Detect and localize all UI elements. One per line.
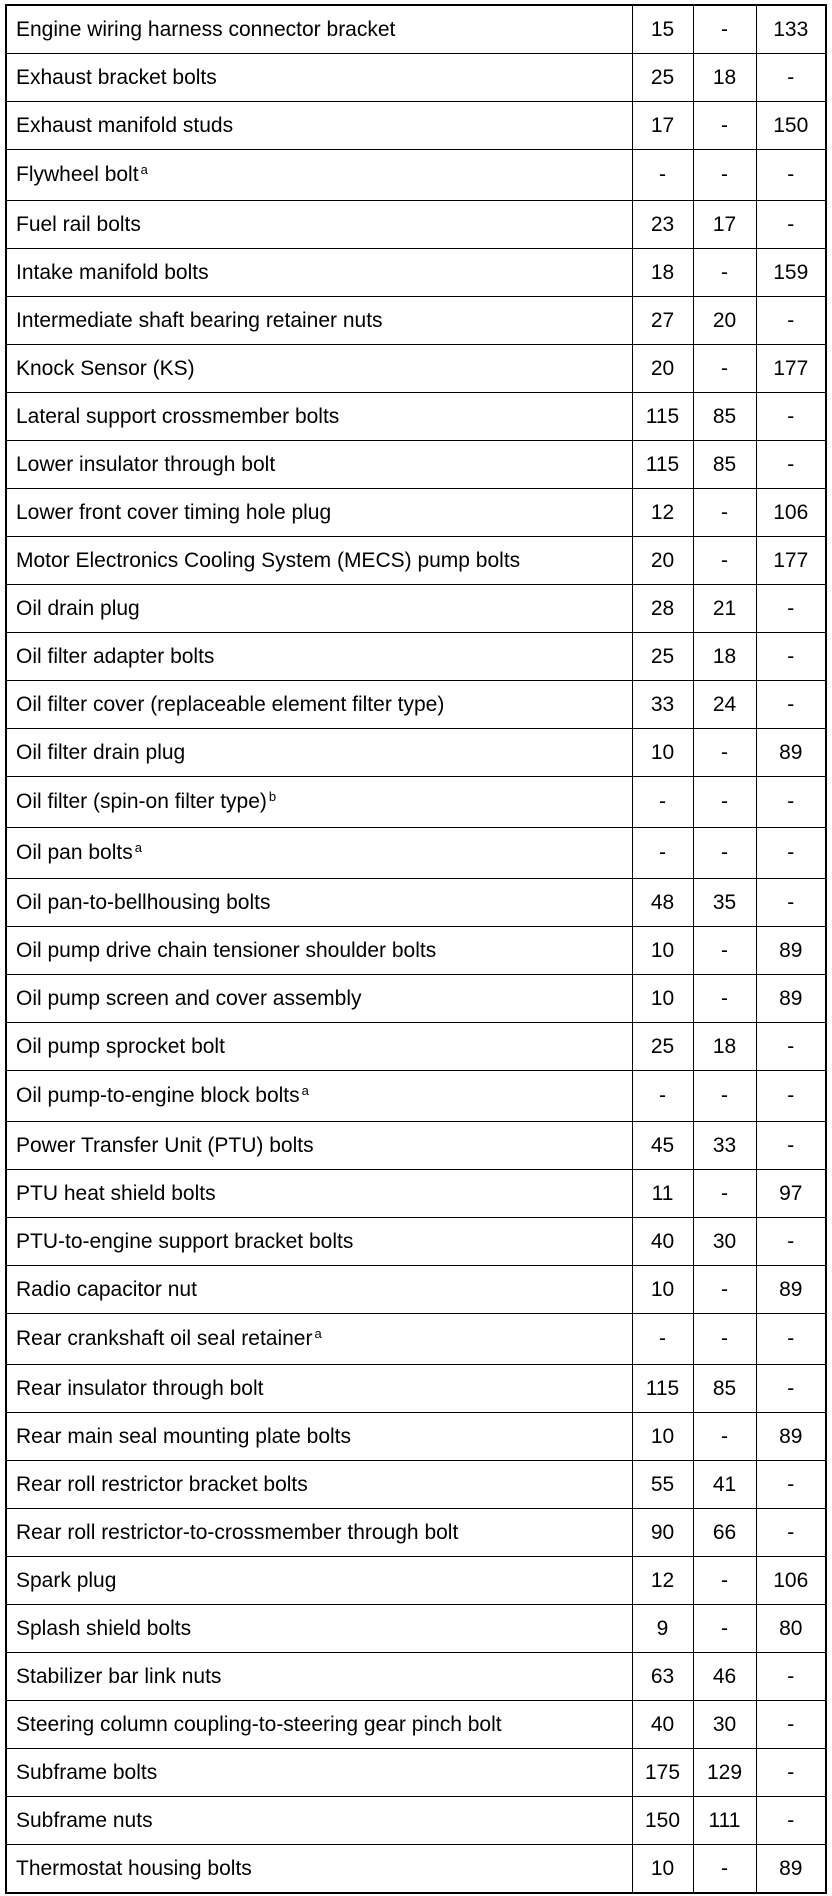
lbft-value-cell: - (693, 102, 756, 150)
footnote-marker: a (314, 1325, 322, 1341)
lbft-value-cell: - (693, 1413, 756, 1461)
component-name: Rear main seal mounting plate bolts (16, 1424, 352, 1448)
table-row (6, 297, 826, 345)
table-row (6, 345, 826, 393)
lbin-value-cell: - (756, 54, 826, 102)
table-row (6, 1314, 826, 1365)
footnote-marker: b (268, 788, 277, 804)
nm-value-cell: 10 (632, 1413, 693, 1461)
lbin-value-cell: - (756, 828, 826, 879)
component-cell (6, 54, 632, 102)
component-cell (6, 150, 632, 201)
lbft-value-cell: 85 (693, 393, 756, 441)
lbft-value-cell: - (693, 5, 756, 54)
table-row (6, 777, 826, 828)
lbft-value-cell: 66 (693, 1509, 756, 1557)
table-row (6, 537, 826, 585)
lbin-value-cell: 80 (756, 1605, 826, 1653)
lbft-value-cell: - (693, 345, 756, 393)
lbft-value-cell: - (693, 777, 756, 828)
nm-value-cell: 11 (632, 1170, 693, 1218)
lbin-value-cell: 89 (756, 1845, 826, 1894)
lbin-value-cell: - (756, 1071, 826, 1122)
lbft-value-cell: - (693, 1605, 756, 1653)
lbft-value-cell: 24 (693, 681, 756, 729)
lbin-value-cell: 106 (756, 1557, 826, 1605)
nm-value-cell: 45 (632, 1122, 693, 1170)
component-cell (6, 345, 632, 393)
component-cell (6, 489, 632, 537)
lbin-value-cell: 89 (756, 975, 826, 1023)
component-name: Lower front cover timing hole plug (16, 500, 332, 524)
component-cell (6, 441, 632, 489)
component-cell (6, 1461, 632, 1509)
lbft-value-cell: - (693, 1845, 756, 1894)
lbft-value-cell: 129 (693, 1749, 756, 1797)
component-cell (6, 1749, 632, 1797)
lbin-value-cell: - (756, 441, 826, 489)
lbft-value-cell: 33 (693, 1122, 756, 1170)
lbin-value-cell: - (756, 1653, 826, 1701)
table-row (6, 1170, 826, 1218)
nm-value-cell: 40 (632, 1701, 693, 1749)
nm-value-cell: 12 (632, 489, 693, 537)
lbin-value-cell: - (756, 1749, 826, 1797)
nm-value-cell: - (632, 150, 693, 201)
component-name: Oil pump drive chain tensioner shoulder bolts (16, 938, 437, 962)
component-cell (6, 1314, 632, 1365)
lbft-value-cell: - (693, 729, 756, 777)
lbin-value-cell: 89 (756, 729, 826, 777)
lbft-value-cell: - (693, 975, 756, 1023)
component-cell (6, 777, 632, 828)
nm-value-cell: 40 (632, 1218, 693, 1266)
component-name: Intake manifold bolts (16, 260, 209, 284)
component-cell (6, 297, 632, 345)
component-name: Exhaust bracket bolts (16, 65, 217, 89)
table-row (6, 1845, 826, 1894)
nm-value-cell: 23 (632, 201, 693, 249)
component-cell (6, 828, 632, 879)
lbft-value-cell: 17 (693, 201, 756, 249)
component-name: Subframe nuts (16, 1808, 153, 1832)
component-name: Subframe bolts (16, 1760, 158, 1784)
lbin-value-cell: - (756, 1797, 826, 1845)
component-cell (6, 537, 632, 585)
lbft-value-cell: 18 (693, 54, 756, 102)
table-row (6, 1557, 826, 1605)
lbft-value-cell: 30 (693, 1218, 756, 1266)
nm-value-cell: 25 (632, 633, 693, 681)
component-cell (6, 1266, 632, 1314)
lbft-value-cell: - (693, 489, 756, 537)
table-row (6, 54, 826, 102)
lbft-value-cell: - (693, 249, 756, 297)
lbft-value-cell: 21 (693, 585, 756, 633)
table-row (6, 1413, 826, 1461)
nm-value-cell: 17 (632, 102, 693, 150)
nm-value-cell: 25 (632, 54, 693, 102)
component-name: Stabilizer bar link nuts (16, 1664, 222, 1688)
lbin-value-cell: - (756, 150, 826, 201)
lbin-value-cell: - (756, 777, 826, 828)
table-row (6, 585, 826, 633)
table-row (6, 927, 826, 975)
component-cell (6, 585, 632, 633)
component-name: Thermostat housing bolts (16, 1856, 252, 1880)
nm-value-cell: 10 (632, 729, 693, 777)
nm-value-cell: 28 (632, 585, 693, 633)
lbin-value-cell: 177 (756, 537, 826, 585)
lbin-value-cell: - (756, 393, 826, 441)
lbft-value-cell: - (693, 1170, 756, 1218)
table-row (6, 729, 826, 777)
table-row (6, 1218, 826, 1266)
table-row (6, 879, 826, 927)
table-row (6, 1023, 826, 1071)
component-name: Oil pump sprocket bolt (16, 1034, 225, 1058)
nm-value-cell: 115 (632, 393, 693, 441)
nm-value-cell: 20 (632, 345, 693, 393)
component-name: Knock Sensor (KS) (16, 356, 195, 380)
component-name: Lateral support crossmember bolts (16, 404, 340, 428)
lbin-value-cell: - (756, 1701, 826, 1749)
table-row (6, 828, 826, 879)
lbin-value-cell: - (756, 1365, 826, 1413)
nm-value-cell: - (632, 1314, 693, 1365)
nm-value-cell: 175 (632, 1749, 693, 1797)
component-name: Rear insulator through bolt (16, 1376, 264, 1400)
lbin-value-cell: - (756, 1509, 826, 1557)
table-row (6, 1365, 826, 1413)
component-name: Oil drain plug (16, 596, 140, 620)
lbin-value-cell: - (756, 1314, 826, 1365)
torque-spec-table-body (6, 5, 826, 1893)
component-cell (6, 249, 632, 297)
component-cell (6, 1557, 632, 1605)
component-cell (6, 1413, 632, 1461)
component-name: Oil pump-to-engine block bolts (16, 1084, 300, 1107)
component-name: Lower insulator through bolt (16, 452, 276, 476)
lbin-value-cell: - (756, 1023, 826, 1071)
lbft-value-cell: 30 (693, 1701, 756, 1749)
lbin-value-cell: - (756, 585, 826, 633)
lbin-value-cell: - (756, 879, 826, 927)
table-row (6, 1122, 826, 1170)
lbft-value-cell: 35 (693, 879, 756, 927)
footnote-marker: a (301, 1082, 309, 1098)
table-row (6, 1797, 826, 1845)
lbft-value-cell: 85 (693, 441, 756, 489)
lbin-value-cell: 150 (756, 102, 826, 150)
component-name: Spark plug (16, 1568, 117, 1592)
component-name: Oil filter (spin-on filter type) (16, 790, 267, 813)
lbin-value-cell: 159 (756, 249, 826, 297)
component-cell (6, 1509, 632, 1557)
component-cell (6, 1122, 632, 1170)
table-row (6, 201, 826, 249)
footnote-marker: a (134, 839, 142, 855)
table-row (6, 975, 826, 1023)
component-name: Oil filter cover (replaceable element filter type) (16, 692, 445, 716)
component-name: Power Transfer Unit (PTU) bolts (16, 1133, 314, 1157)
nm-value-cell: 10 (632, 1266, 693, 1314)
component-name: Motor Electronics Cooling System (MECS) pump bolts (16, 548, 521, 572)
lbft-value-cell: - (693, 150, 756, 201)
lbin-value-cell: - (756, 633, 826, 681)
component-cell (6, 975, 632, 1023)
nm-value-cell: 63 (632, 1653, 693, 1701)
component-cell (6, 102, 632, 150)
table-row (6, 1749, 826, 1797)
nm-value-cell: 10 (632, 927, 693, 975)
component-name: Oil filter drain plug (16, 740, 186, 764)
table-row (6, 1461, 826, 1509)
component-name: Rear roll restrictor bracket bolts (16, 1472, 308, 1496)
component-cell (6, 633, 632, 681)
nm-value-cell: - (632, 777, 693, 828)
lbin-value-cell: - (756, 1461, 826, 1509)
component-cell (6, 729, 632, 777)
component-cell (6, 1170, 632, 1218)
table-row (6, 150, 826, 201)
lbft-value-cell: - (693, 1557, 756, 1605)
lbin-value-cell: 97 (756, 1170, 826, 1218)
nm-value-cell: 27 (632, 297, 693, 345)
table-row (6, 489, 826, 537)
lbft-value-cell: 85 (693, 1365, 756, 1413)
nm-value-cell: 20 (632, 537, 693, 585)
component-cell (6, 1365, 632, 1413)
lbft-value-cell: 20 (693, 297, 756, 345)
table-row (6, 681, 826, 729)
table-row (6, 1071, 826, 1122)
nm-value-cell: 10 (632, 975, 693, 1023)
component-name: Rear roll restrictor-to-crossmember through bolt (16, 1520, 459, 1544)
component-cell (6, 927, 632, 975)
component-cell (6, 681, 632, 729)
component-name: Oil pan-to-bellhousing bolts (16, 890, 271, 914)
lbft-value-cell: 41 (693, 1461, 756, 1509)
component-name: Engine wiring harness connector bracket (16, 17, 396, 41)
nm-value-cell: 55 (632, 1461, 693, 1509)
component-name: Steering column coupling-to-steering gear pinch bolt (16, 1712, 502, 1736)
lbft-value-cell: - (693, 537, 756, 585)
nm-value-cell: - (632, 828, 693, 879)
lbft-value-cell: - (693, 927, 756, 975)
footnote-marker: a (140, 161, 148, 177)
nm-value-cell: 115 (632, 441, 693, 489)
table-row (6, 633, 826, 681)
component-cell (6, 1845, 632, 1894)
table-row (6, 1266, 826, 1314)
component-name: Oil pump screen and cover assembly (16, 986, 362, 1010)
lbin-value-cell: 89 (756, 1413, 826, 1461)
lbin-value-cell: - (756, 681, 826, 729)
nm-value-cell: 115 (632, 1365, 693, 1413)
table-row (6, 1653, 826, 1701)
nm-value-cell: 33 (632, 681, 693, 729)
table-row (6, 1605, 826, 1653)
lbin-value-cell: 89 (756, 1266, 826, 1314)
nm-value-cell: 48 (632, 879, 693, 927)
lbin-value-cell: - (756, 201, 826, 249)
nm-value-cell: 18 (632, 249, 693, 297)
nm-value-cell: 12 (632, 1557, 693, 1605)
nm-value-cell: - (632, 1071, 693, 1122)
table-row (6, 5, 826, 54)
component-cell (6, 1701, 632, 1749)
lbin-value-cell: - (756, 1218, 826, 1266)
table-row (6, 1701, 826, 1749)
component-name: Rear crankshaft oil seal retainer (16, 1327, 313, 1350)
nm-value-cell: 150 (632, 1797, 693, 1845)
component-cell (6, 5, 632, 54)
component-cell (6, 1218, 632, 1266)
table-row (6, 102, 826, 150)
lbin-value-cell: 106 (756, 489, 826, 537)
lbin-value-cell: 177 (756, 345, 826, 393)
lbft-value-cell: 111 (693, 1797, 756, 1845)
lbin-value-cell: - (756, 1122, 826, 1170)
lbft-value-cell: 18 (693, 633, 756, 681)
lbft-value-cell: - (693, 1266, 756, 1314)
component-cell (6, 201, 632, 249)
component-name: PTU heat shield bolts (16, 1181, 216, 1205)
table-row (6, 393, 826, 441)
lbft-value-cell: 18 (693, 1023, 756, 1071)
nm-value-cell: 90 (632, 1509, 693, 1557)
component-cell (6, 1797, 632, 1845)
lbft-value-cell: - (693, 1071, 756, 1122)
component-name: PTU-to-engine support bracket bolts (16, 1229, 354, 1253)
component-cell (6, 1071, 632, 1122)
nm-value-cell: 9 (632, 1605, 693, 1653)
component-name: Fuel rail bolts (16, 212, 141, 236)
component-name: Intermediate shaft bearing retainer nuts (16, 308, 383, 332)
table-row (6, 441, 826, 489)
component-name: Radio capacitor nut (16, 1277, 197, 1301)
nm-value-cell: 25 (632, 1023, 693, 1071)
component-name: Exhaust manifold studs (16, 113, 234, 137)
lbin-value-cell: 133 (756, 5, 826, 54)
component-cell (6, 1605, 632, 1653)
component-name: Oil filter adapter bolts (16, 644, 215, 668)
component-cell (6, 393, 632, 441)
component-name: Splash shield bolts (16, 1616, 192, 1640)
lbin-value-cell: 89 (756, 927, 826, 975)
table-row (6, 1509, 826, 1557)
nm-value-cell: 10 (632, 1845, 693, 1894)
component-name: Oil pan bolts (16, 841, 133, 864)
lbft-value-cell: - (693, 1314, 756, 1365)
component-cell (6, 1653, 632, 1701)
lbin-value-cell: - (756, 297, 826, 345)
lbft-value-cell: 46 (693, 1653, 756, 1701)
component-cell (6, 1023, 632, 1071)
table-row (6, 249, 826, 297)
lbft-value-cell: - (693, 828, 756, 879)
torque-spec-table (5, 4, 827, 1894)
component-name: Flywheel bolt (16, 163, 139, 186)
component-cell (6, 879, 632, 927)
nm-value-cell: 15 (632, 5, 693, 54)
